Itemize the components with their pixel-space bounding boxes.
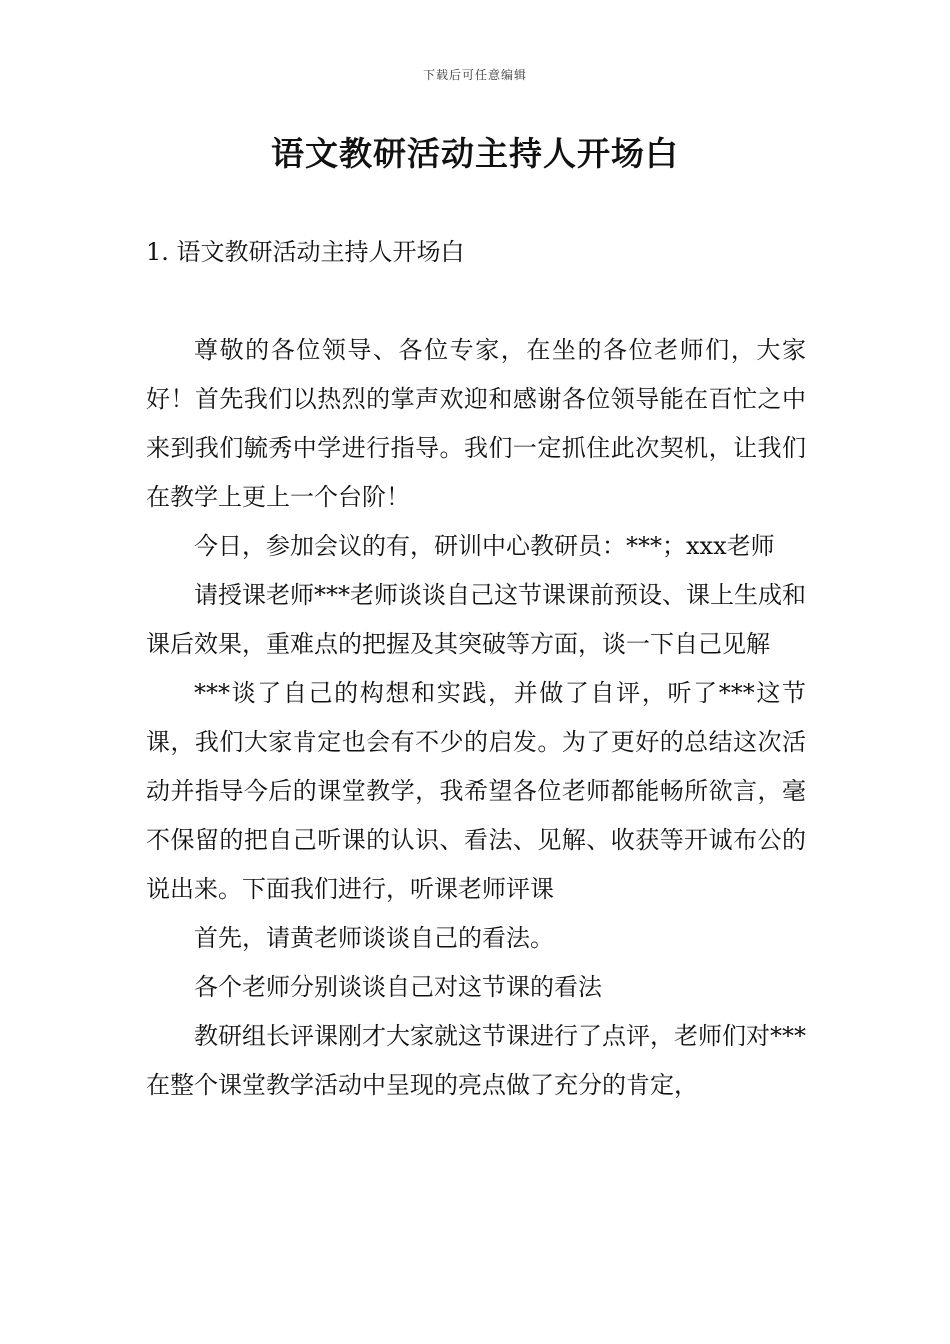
paragraph-3: 请授课老师***老师谈谈自己这节课课前预设、课上生成和课后效果，重难点的把握及其突破等方面，谈一下自己见解 [146, 581, 806, 658]
document-body [146, 326, 806, 1110]
paragraph-5: 首先，请黄老师谈谈自己的看法。 [194, 924, 554, 952]
paragraph-2: 今日，参加会议的有，研训中心教研员：***；xxx老师 [194, 532, 775, 560]
header-note: 下载后可任意编辑 [422, 68, 527, 82]
paragraph-6: 各个老师分别谈谈自己对这节课的看法 [194, 973, 602, 1001]
section-heading: 1. 语文教研活动主持人开场白 [146, 238, 465, 266]
paragraph-7: 教研组长评课刚才大家就这节课进行了点评，老师们对***在整个课堂教学活动中呈现的亮点做了充分的肯定， [146, 1022, 806, 1099]
paragraph-1: 尊敬的各位领导、各位专家，在坐的各位老师们，大家好！首先我们以热烈的掌声欢迎和感谢各位领导能在百忙之中来到我们毓秀中学进行指导。我们一定抓住此次契机，让我们在教学上更上一个台阶！ [146, 336, 806, 511]
paragraph-4: ***谈了自己的构想和实践，并做了自评，听了***这节课，我们大家肯定也会有不少的启发。为了更好的总结这次活动并指导今后的课堂教学，我希望各位老师都能畅所欲言，毫不保留的把自己听课的认识、看法、见解、收获等开诚布公的说出来。下面我们进行，听课老师评课 [146, 679, 806, 903]
document-title: 语文教研活动主持人开场白 [271, 134, 679, 173]
